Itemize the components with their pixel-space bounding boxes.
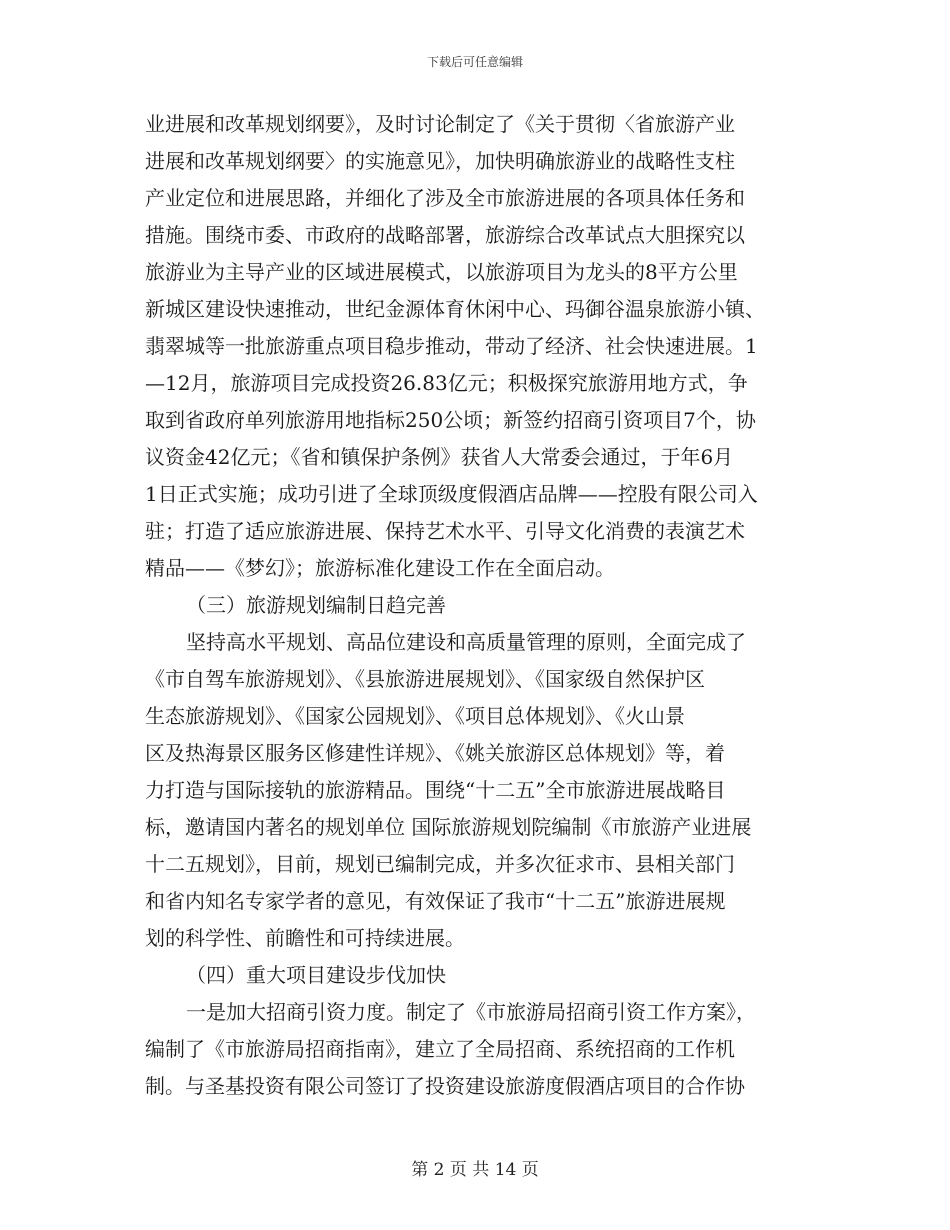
text-line: 措施。围绕市委、市政府的战略部署，旅游综合改革试点大胆探究以 <box>145 223 745 247</box>
text-line: 旅游业为主导产业的区域进展模式，以旅游项目为龙头的8平方公里 <box>145 260 738 284</box>
text-line: 驻；打造了适应旅游进展、保持艺术水平、引导文化消费的表演艺术 <box>145 519 745 543</box>
text-line: 区及热海景区服务区修建性详规》、《姚关旅游区总体规划》等，着 <box>145 741 725 765</box>
text-line: 新城区建设快速推动，世纪金源体育休闲中心、玛御谷温泉旅游小镇、 <box>145 297 765 321</box>
section-heading: （三）旅游规划编制日趋完善 <box>186 593 446 617</box>
text-line: 标，邀请国内著名的规划单位 国际旅游规划院编制《市旅游产业进展 <box>145 815 752 839</box>
text-line: —12月，旅游项目完成投资26.83亿元；积极探究旅游用地方式，争 <box>145 371 748 395</box>
text-line: 1日正式实施；成功引进了全球顶级度假酒店品牌——控股有限公司入 <box>145 482 758 506</box>
text-line: 和省内知名专家学者的意见，有效保证了我市“十二五”旅游进展规 <box>145 889 726 913</box>
text-line: 十二五规划》，目前，规划已编制完成，并多次征求市、县相关部门 <box>145 852 735 876</box>
text-line: 力打造与国际接轨的旅游精品。围绕“十二五”全市旅游进展战略目 <box>145 778 726 802</box>
text-line: 坚持高水平规划、高品位建设和高质量管理的原则，全面完成了 <box>186 630 746 654</box>
text-line: 进展和改革规划纲要〉的实施意见》，加快明确旅游业的战略性支柱 <box>145 149 735 173</box>
text-line: 制。与圣基投资有限公司签订了投资建设旅游度假酒店项目的合作协 <box>145 1074 745 1098</box>
page-header: 下载后可任意编辑 <box>426 55 523 69</box>
text-line: 生态旅游规划》、《国家公园规划》、《项目总体规划》、《火山景 <box>145 704 685 728</box>
text-line: 议资金42亿元；《省和镇保护条例》获省人大常委会通过，于年6月 <box>145 445 734 469</box>
text-line: 《市自驾车旅游规划》、《县旅游进展规划》、《国家级自然保护区 <box>145 667 705 691</box>
page-footer: 第 2 页 共 14 页 <box>411 1160 539 1180</box>
text-line: 精品——《梦幻》；旅游标准化建设工作在全面启动。 <box>145 556 615 580</box>
text-line: 翡翠城等一批旅游重点项目稳步推动，带动了经济、社会快速进展。1 <box>145 334 758 358</box>
text-line: 编制了《市旅游局招商指南》，建立了全局招商、系统招商的工作机 <box>145 1037 735 1061</box>
section-heading: （四）重大项目建设步伐加快 <box>186 963 446 987</box>
text-line: 一是加大招商引资力度。制定了《市旅游局招商引资工作方案》， <box>186 1000 756 1024</box>
text-line: 划的科学性、前瞻性和可持续进展。 <box>145 926 465 950</box>
text-line: 取到省政府单列旅游用地指标250公顷；新签约招商引资项目7个，协 <box>145 408 756 432</box>
text-line: 业进展和改革规划纲要》，及时讨论制定了《关于贯彻〈省旅游产业 <box>145 112 735 136</box>
text-line: 产业定位和进展思路，并细化了涉及全市旅游进展的各项具体任务和 <box>145 186 745 210</box>
